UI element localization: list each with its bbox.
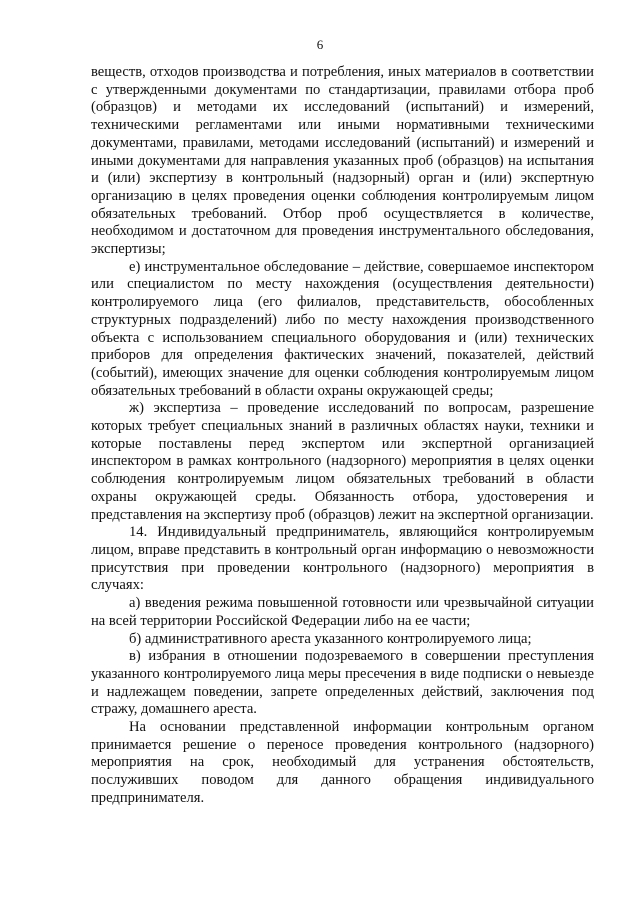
paragraph-decision: На основании представленной информации контрольным органом принимается решение о переносе проведения контрольного (надзорного) мероприятия на срок, необходимый для устранения обстоятельств, послуживших поводом для данного обращения индивидуального предпринимателя. <box>91 719 594 806</box>
paragraph-continuation: веществ, отходов производства и потребления, иных материалов в соответствии с утвержденными документами по стандартизации, правилами отбора проб (образцов) и методами их исследований (испытаний) и измерений, техническими регламентами или иными нормативными техническими документами, правилами, методами исследований (испытаний) и измерений и иными документами для направления указанных проб (образцов) на испытания и (или) экспертизу в контрольный (надзорный) орган и (или) экспертную организацию в целях проведения оценки соблюдения контролируемым лицом обязательных требований. Отбор проб осуществляется в количестве, необходимом и достаточном для проведения инструментального обследования, экспертизы; <box>91 64 594 258</box>
paragraph-item-b: б) административного ареста указанного контролируемого лица; <box>129 630 532 647</box>
paragraph-item-e: е) инструментальное обследование – действие, совершаемое инспектором или специалистом по месту нахождения (осуществления деятельности) контролируемого лица (его филиалов, представительств, обособленных структурных подразделений) либо по месту нахождения производственного объекта с использованием специального оборудования и (или) технических приборов для определения фактических значений, показателей, действий (событий), имеющих значение для оценки соблюдения контролируемым лицом обязательных требований в области охраны окружающей среды; <box>91 258 594 399</box>
document-body <box>91 64 594 808</box>
paragraph-item-zh: ж) экспертиза – проведение исследований по вопросам, разрешение которых требует специальных знаний в различных областях науки, техники и которые поставлены перед экспертом или экспертной организацией инспектором в рамках контрольного (надзорного) мероприятия в целях оценки соблюдения контролируемым лицом обязательных требований в области охраны окружающей среды. Обязанность отбора, удостоверения и представления на экспертизу проб (образцов) лежит на экспертной организации. <box>91 400 594 523</box>
paragraph-item-v: в) избрания в отношении подозреваемого в совершении преступления указанного контролируемого лица меры пресечения в виде подписки о невыезде и надлежащем поведении, запрете определенных действий, заключения под стражу, домашнего ареста. <box>91 648 594 718</box>
paragraph-item-a: а) введения режима повышенной готовности или чрезвычайной ситуации на всей территории Российской Федерации либо на ее части; <box>91 595 594 629</box>
page-number: 6 <box>316 37 324 52</box>
paragraph-section-14: 14. Индивидуальный предприниматель, являющийся контролируемым лицом, вправе представить в контрольный орган информацию о невозможности присутствия при проведении контрольного (надзорного) мероприятия в случаях: <box>91 524 594 594</box>
